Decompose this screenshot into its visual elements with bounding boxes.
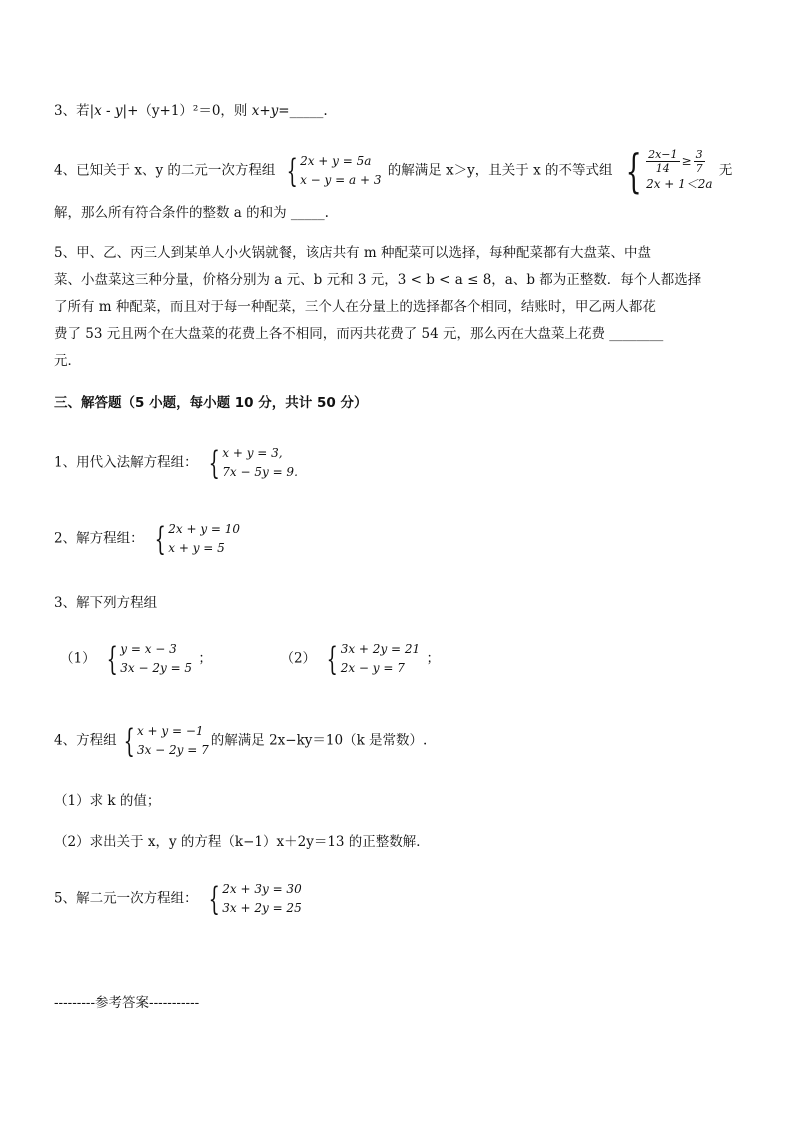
problem-3: 3、解下列方程组 <box>54 595 158 611</box>
inequality-system: { $\frac{2x-1}{14}$ ≥ $\frac{3}{7}$ 2x + 1＜2a <box>625 144 713 198</box>
question-3: 3、若|x - y|+（y+1）²＝0，则 x+y=_____. <box>54 103 328 119</box>
problem-2: 2、解方程组： { 2x + y = 10 x + y = 5 <box>54 520 241 558</box>
problem-5: 5、解二元一次方程组： { 2x + 3y = 30 3x + 2y = 25 <box>54 880 302 918</box>
answer-divider: ---------参考答案----------- <box>54 995 200 1011</box>
problem-4-sub1: （1）求 k 的值； <box>54 793 161 809</box>
question-5: 5、甲、乙、丙三人到某单人小火锅就餐，该店共有 m 种配菜可以选择，每种配菜都有大盘菜、中盘 菜、小盘菜这三种分量，价格分别为 a 元、b 元和 3 元，3 < b < a ≤ 8，a、b 都为正整数．每个人都选择 了所有 m 种配菜，而且对于每一种配菜，三个人在分量上的选择都各个相同，结账时，甲乙两人都花 费了 53 元且两个在大盘菜的花费上各不相同，而丙共花费了 54 元，那么丙在大盘菜上花费 ________ 元． <box>54 245 702 369</box>
problem-1: 1、用代入法解方程组： { x + y = 3, 7x − 5y = 9. <box>54 444 298 482</box>
problem-4: 4、方程组 { x + y = −1 3x − 2y = 7 的解满足 2x−ky＝10（k 是常数）. <box>54 722 428 760</box>
problem-3-subs: （1） { y = x − 3 3x − 2y = 5 ； （2） { 3x + 2y = 21 2x − y = 7 ； <box>60 640 440 678</box>
question-4-line2: 解，那么所有符合条件的整数 a 的和为 _____. <box>54 205 329 221</box>
question-4: 4、已知关于 x、y 的二元一次方程组 { 2x + y = 5a x − y = a + 3 的解满足 x＞y，且关于 x 的不等式组 { $\frac{2x-1}{14}$ ≥ $\frac{3}{7}$ 2x + 1＜2a 无 <box>54 144 733 198</box>
equation-system: { 2x + y = 5a x − y = a + 3 <box>286 152 382 190</box>
problem-4-sub2: （2）求出关于 x，y 的方程（k−1）x＋2y＝13 的正整数解． <box>54 834 430 850</box>
section-heading: 三、解答题（5 小题，每小题 10 分，共计 50 分） <box>54 395 368 411</box>
